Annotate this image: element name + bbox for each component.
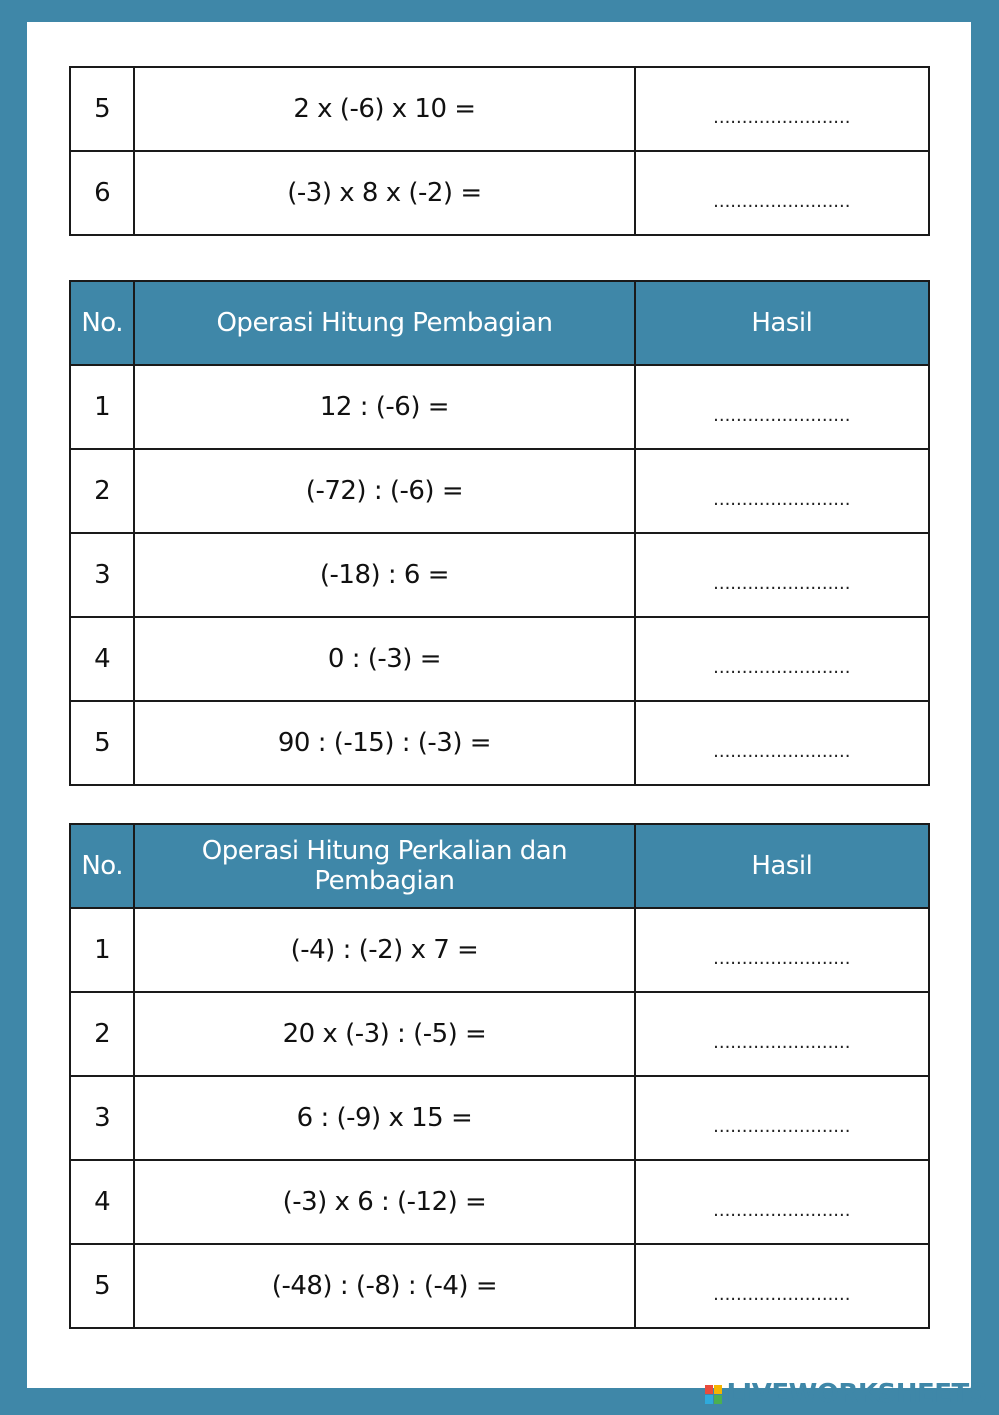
- row-number: 1: [70, 908, 134, 992]
- brand-name: LIVEWORKSHEETS: [726, 1379, 987, 1409]
- row-number: 3: [70, 1076, 134, 1160]
- answer-placeholder[interactable]: ........................: [713, 741, 851, 762]
- header-result: Hasil: [635, 281, 929, 365]
- answer-placeholder[interactable]: ........................: [713, 107, 851, 128]
- answer-field[interactable]: [635, 365, 929, 449]
- table-row: [70, 617, 929, 701]
- operation-cell: (-3) x 8 x (-2) =: [134, 151, 634, 235]
- header-no: No.: [70, 281, 134, 365]
- answer-placeholder[interactable]: ........................: [713, 1200, 851, 1221]
- multiplication-table-continued: [69, 66, 930, 236]
- answer-placeholder[interactable]: ........................: [713, 1284, 851, 1305]
- operation-cell: 0 : (-3) =: [134, 617, 634, 701]
- row-number: 4: [70, 1160, 134, 1244]
- header-operation: Operasi Hitung Pembagian: [134, 281, 634, 365]
- row-number: 2: [70, 992, 134, 1076]
- answer-field[interactable]: [635, 151, 929, 235]
- row-number: 4: [70, 617, 134, 701]
- answer-field[interactable]: [635, 701, 929, 785]
- answer-placeholder[interactable]: ........................: [713, 1032, 851, 1053]
- answer-placeholder[interactable]: ........................: [713, 1116, 851, 1137]
- row-number: 5: [70, 701, 134, 785]
- operation-cell: 20 x (-3) : (-5) =: [134, 992, 634, 1076]
- header-no: No.: [70, 824, 134, 908]
- row-number: 5: [70, 67, 134, 151]
- division-table: [69, 280, 930, 786]
- row-number: 5: [70, 1244, 134, 1328]
- operation-cell: (-4) : (-2) x 7 =: [134, 908, 634, 992]
- table-row: [70, 1076, 929, 1160]
- liveworksheets-branding[interactable]: [705, 1379, 987, 1409]
- answer-placeholder[interactable]: ........................: [713, 657, 851, 678]
- operation-cell: (-72) : (-6) =: [134, 449, 634, 533]
- operation-cell: 12 : (-6) =: [134, 365, 634, 449]
- header-operation: Operasi Hitung Perkalian dan Pembagian: [134, 824, 634, 908]
- row-number: 6: [70, 151, 134, 235]
- table-row: [70, 908, 929, 992]
- table-row: [70, 449, 929, 533]
- table-row: [70, 992, 929, 1076]
- header-result: Hasil: [635, 824, 929, 908]
- answer-placeholder[interactable]: ........................: [713, 573, 851, 594]
- answer-placeholder[interactable]: ........................: [713, 405, 851, 426]
- answer-field[interactable]: [635, 1160, 929, 1244]
- operation-cell: 6 : (-9) x 15 =: [134, 1076, 634, 1160]
- table-row: [70, 365, 929, 449]
- liveworksheets-logo-icon: [705, 1385, 722, 1404]
- answer-field[interactable]: [635, 1244, 929, 1328]
- table-row: [70, 533, 929, 617]
- answer-field[interactable]: [635, 908, 929, 992]
- answer-field[interactable]: [635, 449, 929, 533]
- row-number: 2: [70, 449, 134, 533]
- table-row: [70, 1160, 929, 1244]
- table-header-row: [70, 281, 929, 365]
- operation-cell: (-48) : (-8) : (-4) =: [134, 1244, 634, 1328]
- table-row: [70, 67, 929, 151]
- table-row: [70, 1244, 929, 1328]
- answer-placeholder[interactable]: ........................: [713, 191, 851, 212]
- operation-cell: 2 x (-6) x 10 =: [134, 67, 634, 151]
- table-row: [70, 151, 929, 235]
- answer-placeholder[interactable]: ........................: [713, 948, 851, 969]
- table-header-row: [70, 824, 929, 908]
- answer-field[interactable]: [635, 67, 929, 151]
- mixed-operations-table: [69, 823, 930, 1329]
- answer-field[interactable]: [635, 992, 929, 1076]
- answer-field[interactable]: [635, 533, 929, 617]
- row-number: 1: [70, 365, 134, 449]
- operation-cell: 90 : (-15) : (-3) =: [134, 701, 634, 785]
- answer-field[interactable]: [635, 617, 929, 701]
- operation-cell: (-18) : 6 =: [134, 533, 634, 617]
- answer-field[interactable]: [635, 1076, 929, 1160]
- operation-cell: (-3) x 6 : (-12) =: [134, 1160, 634, 1244]
- answer-placeholder[interactable]: ........................: [713, 489, 851, 510]
- table-row: [70, 701, 929, 785]
- worksheet-page: [27, 22, 971, 1388]
- row-number: 3: [70, 533, 134, 617]
